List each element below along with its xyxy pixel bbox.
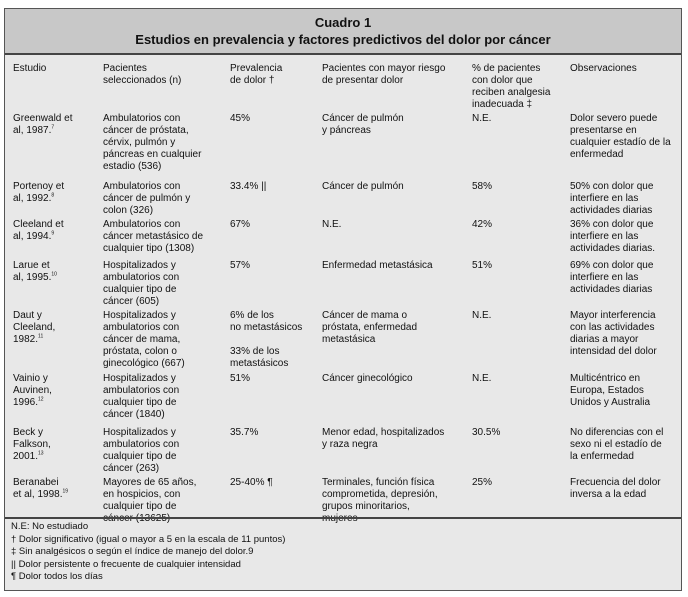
table-title-bar: [5, 9, 681, 55]
table-row: [5, 181, 681, 219]
patients-cell: Hospitalizados y ambulatorios con cualquier tipo de cáncer (1840): [103, 373, 180, 420]
footer-divider: [5, 517, 681, 519]
risk-cell: Cáncer ginecológico: [322, 373, 413, 384]
observations-cell: 50% con dolor que interfiere en las actividades diarias: [570, 181, 654, 216]
prevalence-cell: 6% de los no metastásicos 33% de los metastásicos: [230, 310, 303, 369]
study-cell: Cleeland et al, 1994.$^9$: [13, 219, 64, 242]
table-row: [5, 373, 681, 427]
reference-number: 7: [51, 124, 55, 131]
study-cell: Portenoy et al, 1992.$^8$: [13, 181, 65, 204]
observations-cell: 69% con dolor que interfiere en las actividades diarias: [570, 260, 654, 295]
observations-cell: 36% con dolor que interfiere en las actividades diarias.: [570, 219, 656, 254]
prevalence-cell: 51%: [230, 373, 251, 384]
study-cell: Beck y Falkson, 2001.13: [13, 427, 51, 462]
header-observations: Observaciones: [570, 63, 637, 74]
patients-cell: Ambulatorios con cáncer de próstata, cérvix, pulmón y páncreas en cualquier estadio (536): [103, 113, 202, 172]
inadequate-analgesia-cell: N.E.: [472, 310, 492, 321]
risk-cell: Menor edad, hospitalizados y raza negra: [322, 427, 445, 450]
reference-number: 11: [38, 333, 44, 340]
study-cell: Beranabei et al, 1998.19: [13, 477, 69, 500]
patients-cell: Hospitalizados y ambulatorios con cualquier tipo de cáncer (263): [103, 427, 180, 474]
table-title: Cuadro 1: [314, 15, 372, 30]
reference-number: 19: [62, 488, 69, 495]
study-cell: Greenwald et al, 1987.$^7$: [13, 113, 73, 136]
footnote-item: N.E: No estudiado: [11, 521, 89, 532]
prevalence-cell: 35.7%: [230, 427, 259, 438]
inadequate-analgesia-cell: 58%: [472, 181, 493, 192]
patients-cell: Ambulatorios con cáncer metastásico de cualquier tipo (1308): [103, 219, 204, 254]
study-cell: Daut y Cleeland, 1982.11: [13, 310, 56, 345]
footnotes: [11, 521, 285, 584]
table-row: [5, 310, 681, 373]
footnote-item: † Dolor significativo (igual o mayor a 5 en la escala de 11 puntos): [11, 533, 286, 545]
header-study: Estudio: [13, 63, 47, 74]
header-risk: Pacientes con mayor riesgo de presentar dolor: [322, 63, 446, 86]
inadequate-analgesia-cell: 30.5%: [472, 427, 501, 438]
reference-number: 10: [51, 271, 57, 278]
patients-cell: Hospitalizados y ambulatorios con cáncer de mama, próstata, colon o ginecológico (667): [103, 310, 185, 369]
inadequate-analgesia-cell: N.E.: [472, 113, 492, 124]
table-row: [5, 113, 681, 181]
risk-cell: N.E.: [322, 219, 342, 230]
study-cell: Larue et al, 1995.10: [13, 260, 57, 283]
header-prevalence: Prevalencia de dolor †: [230, 63, 283, 86]
study-cell: Vainio y Auvinen, 1996.12: [13, 373, 52, 408]
table-row: [5, 427, 681, 477]
footnote-item: || Dolor persistente o frecuente de cualquier intensidad: [11, 558, 241, 570]
table-row: [5, 260, 681, 310]
risk-cell: Cáncer de pulmón y páncreas: [322, 113, 404, 136]
inadequate-analgesia-cell: 51%: [472, 260, 493, 271]
prevalence-cell: 67%: [230, 219, 251, 230]
risk-cell: Terminales, función física comprometida, depresión, grupos minoritarios,: [322, 477, 438, 512]
footnote-item: ¶ Dolor todos los días: [11, 571, 103, 582]
inadequate-analgesia-cell: 25%: [472, 477, 493, 488]
table-row: [5, 219, 681, 260]
risk-cell: Enfermedad metastásica: [322, 260, 433, 271]
observations-cell: Mayor interferencia con las actividades diarias a mayor intensidad del dolor: [570, 310, 657, 357]
inadequate-analgesia-cell: N.E.: [472, 373, 492, 384]
risk-cell: Cáncer de pulmón: [322, 181, 404, 192]
patients-cell: Ambulatorios con cáncer de pulmón y colon (326): [103, 181, 191, 216]
observations-cell: Frecuencia del dolor inversa a la edad: [570, 477, 661, 500]
reference-number: 8: [51, 192, 55, 199]
header-pct: % de pacientes con dolor que reciben analgesia inadecuada ‡: [472, 63, 551, 110]
observations-cell: Dolor severo puede presentarse en cualquier estadío de la enfermedad: [570, 113, 671, 160]
header-patients: Pacientes seleccionados (n): [103, 63, 182, 86]
patients-cell: Mayores de 65 años, en hospicios, con cualquier tipo de: [103, 477, 197, 512]
prevalence-cell: 25-40% ¶: [230, 477, 273, 488]
inadequate-analgesia-cell: 42%: [472, 219, 493, 230]
risk-cell: Cáncer de mama o próstata, enfermedad metastásica: [322, 310, 418, 345]
table-frame: [4, 8, 682, 591]
prevalence-cell: 33.4% ||: [230, 181, 267, 192]
table-subtitle: Estudios en prevalencia y factores predictivos del dolor por cáncer: [135, 32, 551, 47]
prevalence-cell: 45%: [230, 113, 251, 124]
reference-number: 9: [51, 230, 55, 237]
reference-number: 13: [38, 450, 44, 457]
footnote-item: ‡ Sin analgésicos o según el índice de manejo del dolor.9: [11, 546, 254, 557]
observations-cell: Multicéntrico en Europa, Estados Unidos y Australia: [570, 373, 651, 408]
patients-cell: Hospitalizados y ambulatorios con cualquier tipo de cáncer (605): [103, 260, 180, 307]
observations-cell: No diferencias con el sexo ni el estadío de la enfermedad: [570, 427, 664, 462]
reference-number: 12: [38, 396, 44, 403]
prevalence-cell: 57%: [230, 260, 251, 271]
table-header-row: [5, 63, 681, 113]
